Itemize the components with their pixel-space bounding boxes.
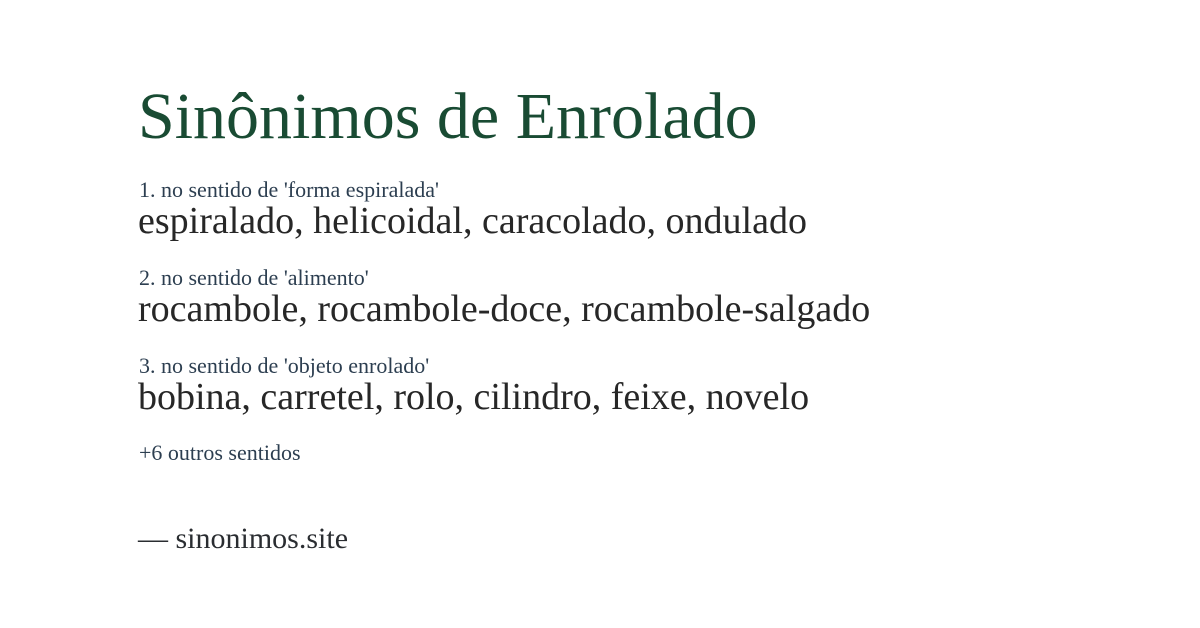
page-title: Sinônimos de Enrolado xyxy=(138,80,758,153)
sense-3-synonyms: bobina, carretel, rolo, cilindro, feixe, novelo xyxy=(138,376,810,418)
sense-1-label: 1. no sentido de 'forma espiralada' xyxy=(139,177,439,202)
sense-3-label: 3. no sentido de 'objeto enrolado' xyxy=(139,353,430,378)
site-attribution: — sinonimos.site xyxy=(138,522,349,555)
more-senses-note: +6 outros sentidos xyxy=(139,440,301,465)
sense-1-synonyms: espiralado, helicoidal, caracolado, ondulado xyxy=(138,200,807,242)
sense-2-label: 2. no sentido de 'alimento' xyxy=(139,265,369,290)
sense-2-synonyms: rocambole, rocambole-doce, rocambole-salgado xyxy=(138,288,871,330)
